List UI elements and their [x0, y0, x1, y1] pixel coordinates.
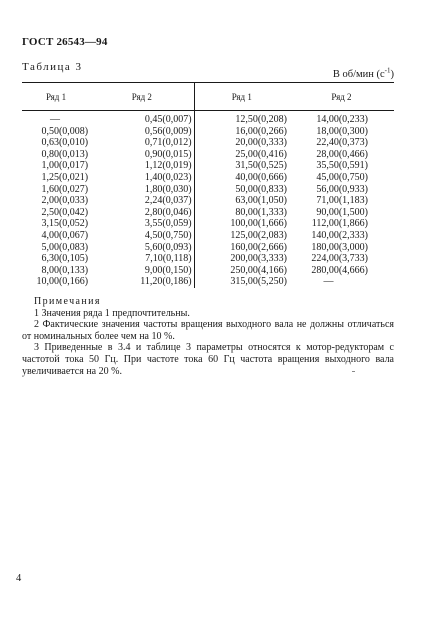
- table-cell: 1,40(0,023): [90, 172, 194, 184]
- table-cell: 250,00(4,166): [230, 264, 287, 276]
- table-row: [22, 149, 394, 161]
- table-cell: 180,00(3,000): [311, 241, 368, 253]
- table-row: [22, 276, 394, 288]
- table-cell: 0,71(0,012): [90, 137, 194, 149]
- table-cell: 0,90(0,015): [90, 149, 194, 161]
- table-cell: 90,00(1,500): [316, 206, 368, 218]
- table-row: [22, 253, 394, 265]
- table-cell: 80,00(1,333): [235, 206, 287, 218]
- table-cell: 1,25(0,021): [41, 171, 89, 183]
- table-cell: 125,00(2,083): [230, 229, 287, 241]
- table-cell: 4,50(0,750): [90, 230, 194, 242]
- table-cell: 5,60(0,093): [90, 242, 194, 254]
- table-row: [22, 265, 394, 277]
- table-cell: 16,00(0,266): [235, 125, 287, 137]
- table-cell: 56,00(0,933): [316, 183, 368, 195]
- table-row: [22, 160, 394, 172]
- table-row: [22, 126, 394, 138]
- table-cell: 14,00(0,233): [316, 114, 368, 125]
- table-cell: —: [323, 276, 334, 288]
- table-cell: 25,00(0,416): [235, 148, 287, 160]
- table-cell: 50,00(0,833): [235, 183, 287, 195]
- table-cell: 10,00(0,166): [36, 276, 89, 288]
- table-cell: 3,15(0,052): [41, 218, 89, 230]
- column-header: Ряд 1: [22, 83, 90, 111]
- table-cell: 315,00(5,250): [230, 276, 287, 288]
- table-row: [22, 111, 394, 126]
- unit-label-exponent: -1: [384, 66, 391, 75]
- table-cell: 63,00(1,050): [235, 195, 287, 207]
- notes: [22, 296, 394, 377]
- unit-label-suffix: ): [390, 69, 394, 80]
- column-header: Ряд 2: [289, 83, 394, 111]
- table-cell: 6,30(0,105): [41, 253, 89, 265]
- table-cell: 31,50(0,525): [235, 160, 287, 172]
- table-row: [22, 230, 394, 242]
- table-cell: 160,00(2,666): [230, 241, 287, 253]
- table-cell: 20,00(0,333): [235, 137, 287, 149]
- table-cell: 280,00(4,666): [311, 264, 368, 276]
- table-row: [22, 218, 394, 230]
- table-cell: —: [50, 114, 61, 125]
- note-item: 3 Приведенные в 3.4 и таблице 3 параметры относятся к мотор-редукторам с частотой тока 50 Гц. При частоте тока 60 Гц частота вращения выходного вала увеличивается на 20 %.: [22, 342, 394, 377]
- table-cell: 2,24(0,037): [90, 195, 194, 207]
- speed-table: [22, 82, 394, 288]
- unit-label: [332, 66, 394, 80]
- scan-mark: [352, 371, 355, 372]
- table-row: [22, 137, 394, 149]
- note-item: 1 Значения ряда 1 предпочтительны.: [34, 307, 190, 319]
- table-row: [22, 242, 394, 254]
- table-caption: Таблица 3: [22, 61, 83, 73]
- table-cell: 1,60(0,027): [41, 183, 89, 195]
- table-cell: 8,00(0,133): [41, 264, 89, 276]
- table-cell: 5,00(0,083): [41, 241, 89, 253]
- table-cell: 40,00(0,666): [235, 171, 287, 183]
- page-number: 4: [16, 573, 22, 584]
- table-cell: 2,50(0,042): [41, 206, 89, 218]
- table-cell: 2,80(0,046): [90, 207, 194, 219]
- document-header: ГОСТ 26543—94: [22, 36, 108, 48]
- table-row: [22, 195, 394, 207]
- table-cell: 45,00(0,750): [316, 171, 368, 183]
- table-cell: 1,00(0,017): [41, 160, 89, 172]
- table-cell: 100,00(1,666): [230, 218, 287, 230]
- table-cell: 224,00(3,733): [311, 253, 368, 265]
- column-header: Ряд 2: [90, 83, 194, 111]
- table-row: [22, 172, 394, 184]
- table-cell: 3,55(0,059): [90, 218, 194, 230]
- table-cell: 0,50(0,008): [41, 125, 89, 137]
- table-cell: 1,80(0,030): [90, 184, 194, 196]
- table-cell: 22,40(0,373): [316, 137, 368, 149]
- table-cell: 0,80(0,013): [41, 148, 89, 160]
- table-row: [22, 207, 394, 219]
- table-cell: 71,00(1,183): [316, 195, 368, 207]
- table-cell: 4,00(0,067): [41, 229, 89, 241]
- notes-title: Примечания: [34, 296, 101, 307]
- table-cell: 1,12(0,019): [90, 160, 194, 172]
- table-cell: 0,45(0,007): [90, 111, 194, 126]
- table-cell: 28,00(0,466): [316, 148, 368, 160]
- column-header: Ряд 1: [194, 83, 289, 111]
- table-cell: 112,00(1,866): [311, 218, 368, 230]
- table-header-row: [22, 83, 394, 111]
- table-cell: 2,00(0,033): [41, 195, 89, 207]
- unit-label-prefix: В об/мин (с: [332, 69, 385, 80]
- table-cell: 7,10(0,118): [90, 253, 194, 265]
- table-cell: 9,00(0,150): [90, 265, 194, 277]
- table-cell: 0,63(0,010): [41, 137, 89, 149]
- table-cell: 12,50(0,208): [235, 114, 287, 125]
- table-cell: 11,20(0,186): [90, 276, 194, 288]
- table-cell: 200,00(3,333): [230, 253, 287, 265]
- note-item: 2 Фактические значения частоты вращения выходного вала не должны отличаться от номинальных более чем на 10 %.: [22, 319, 394, 342]
- table-cell: 0,56(0,009): [90, 126, 194, 138]
- table-cell: 35,50(0,591): [316, 160, 368, 172]
- table-cell: 140,00(2,333): [311, 229, 368, 241]
- table-row: [22, 184, 394, 196]
- table-body: [22, 111, 394, 288]
- table-cell: 18,00(0,300): [316, 125, 368, 137]
